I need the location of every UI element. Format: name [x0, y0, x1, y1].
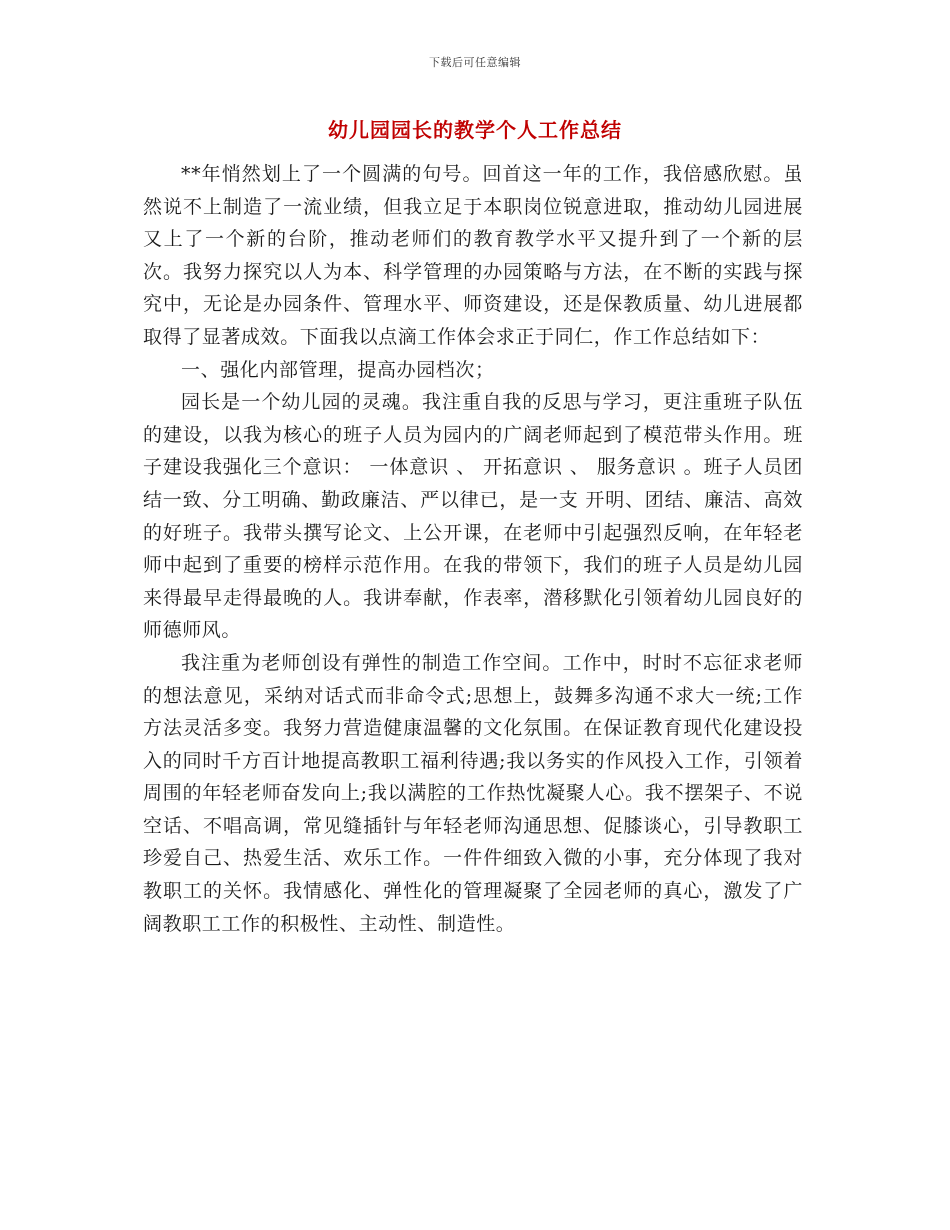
section-heading-1: 一、强化内部管理，提高办园档次； — [181, 358, 495, 381]
paragraph-work-environment: 我注重为老师创设有弹性的制造工作空间。工作中，时时不忘征求老师的想法意见，采纳对话式而非命令式;思想上，鼓舞多沟通不求大一统;工作方法灵活多变。我努力营造健康温馨的文化氛围。在保证教育现代化建设投入的同时千方百计地提高教职工福利待遇;我以务实的作风投入工作，引领着周围的年轻老师奋发向上;我以满腔的工作热忱凝聚人心。我不摆架子、不说空话、不唱高调，常见缝插针与年轻老师沟通思想、促膝谈心，引导教职工珍爱自己、热爱生活、欢乐工作。一件件细致入微的小事，充分体现了我对教职工的关怀。我情感化、弹性化的管理凝聚了全园老师的真心，激发了广阔教职工工作的积极性、主动性、制造性。 — [143, 651, 803, 935]
paragraph-intro: **年悄然划上了一个圆满的句号。回首这一年的工作，我倍感欣慰。虽然说不上制造了一流业绩，但我立足于本职岗位锐意进取，推动幼儿园进展又上了一个新的台阶，推动老师们的教育教学水平又提升到了一个新的层次。我努力探究以人为本、科学管理的办园策略与方法，在不断的实践与探究中，无论是办园条件、管理水平、师资建设，还是保教质量、幼儿进展都取得了显著成效。下面我以点滴工作体会求正于同仁，作工作总结如下： — [143, 163, 803, 348]
header-note: 下载后可任意编辑 — [429, 56, 521, 69]
paragraph-leadership: 园长是一个幼儿园的灵魂。我注重自我的反思与学习，更注重班子队伍的建设，以我为核心的班子人员为园内的广阔老师起到了模范带头作用。班子建设我强化三个意识： 一体意识 、 开拓意识 、 服务意识 。班子人员团结一致、分工明确、勤政廉洁、严以律已，是一支 开明、团结、廉洁、高效 的好班子。我带头撰写论文、上公开课，在老师中引起强烈反响，在年轻老师中起到了重要的榜样示范作用。在我的带领下，我们的班子人员是幼儿园来得最早走得最晚的人。我讲奉献，作表率，潜移默化引领着幼儿园良好的师德师风。 — [143, 391, 803, 642]
document-title: 幼儿园园长的教学个人工作总结 — [328, 118, 622, 142]
document-body — [143, 158, 803, 940]
